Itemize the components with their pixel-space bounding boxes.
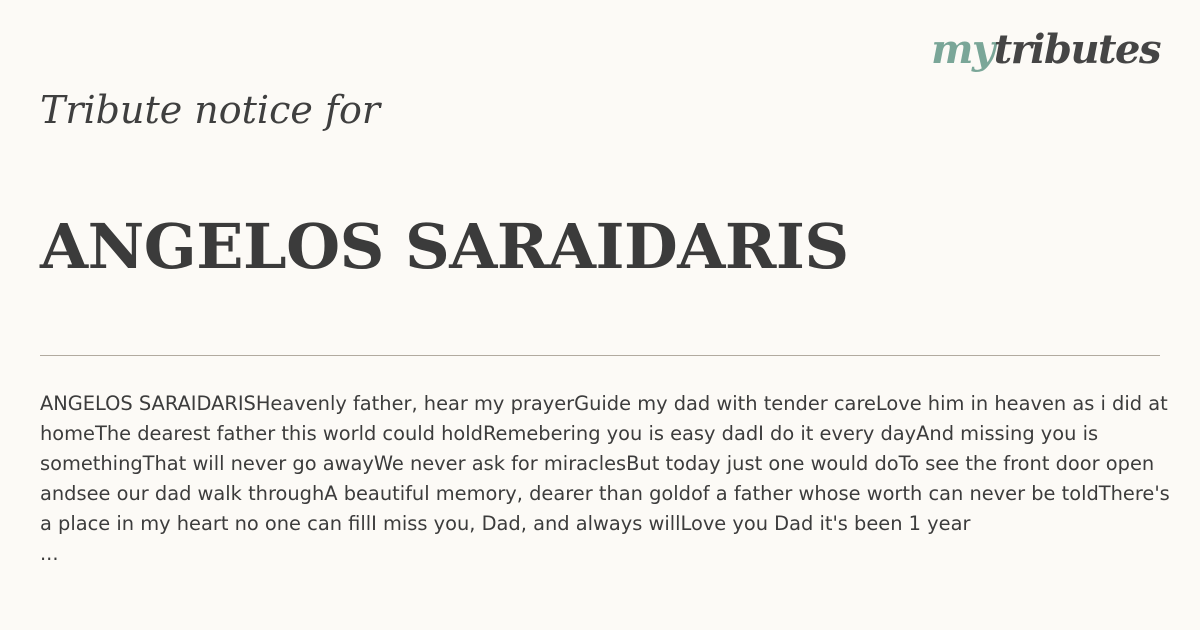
tribute-notice-heading: Tribute notice for [40, 88, 381, 132]
tribute-excerpt [40, 389, 1180, 569]
divider [40, 355, 1160, 356]
excerpt-ellipsis: ... [40, 542, 59, 565]
mytributes-logo [931, 26, 1160, 73]
logo-tributes: tributes [993, 26, 1160, 73]
tribute-excerpt-text: ANGELOS SARAIDARISHeavenly father, hear my prayerGuide my dad with tender careLove him in heaven as i did at homeThe dearest father this world could holdRemebering you is easy dadI do it every dayAnd missing you is somethingThat will never go awayWe never ask for miraclesBut today just one would doTo see the front door open andsee our dad walk throughA beautiful memory, dearer than goldof a father whose worth can never be toldThere's a place in my heart no one can fillI miss you, Dad, and always willLove you Dad it's been 1 year [40, 392, 1170, 535]
deceased-name: ANGELOS SARAIDARIS [40, 210, 849, 283]
logo-my: my [931, 26, 994, 73]
